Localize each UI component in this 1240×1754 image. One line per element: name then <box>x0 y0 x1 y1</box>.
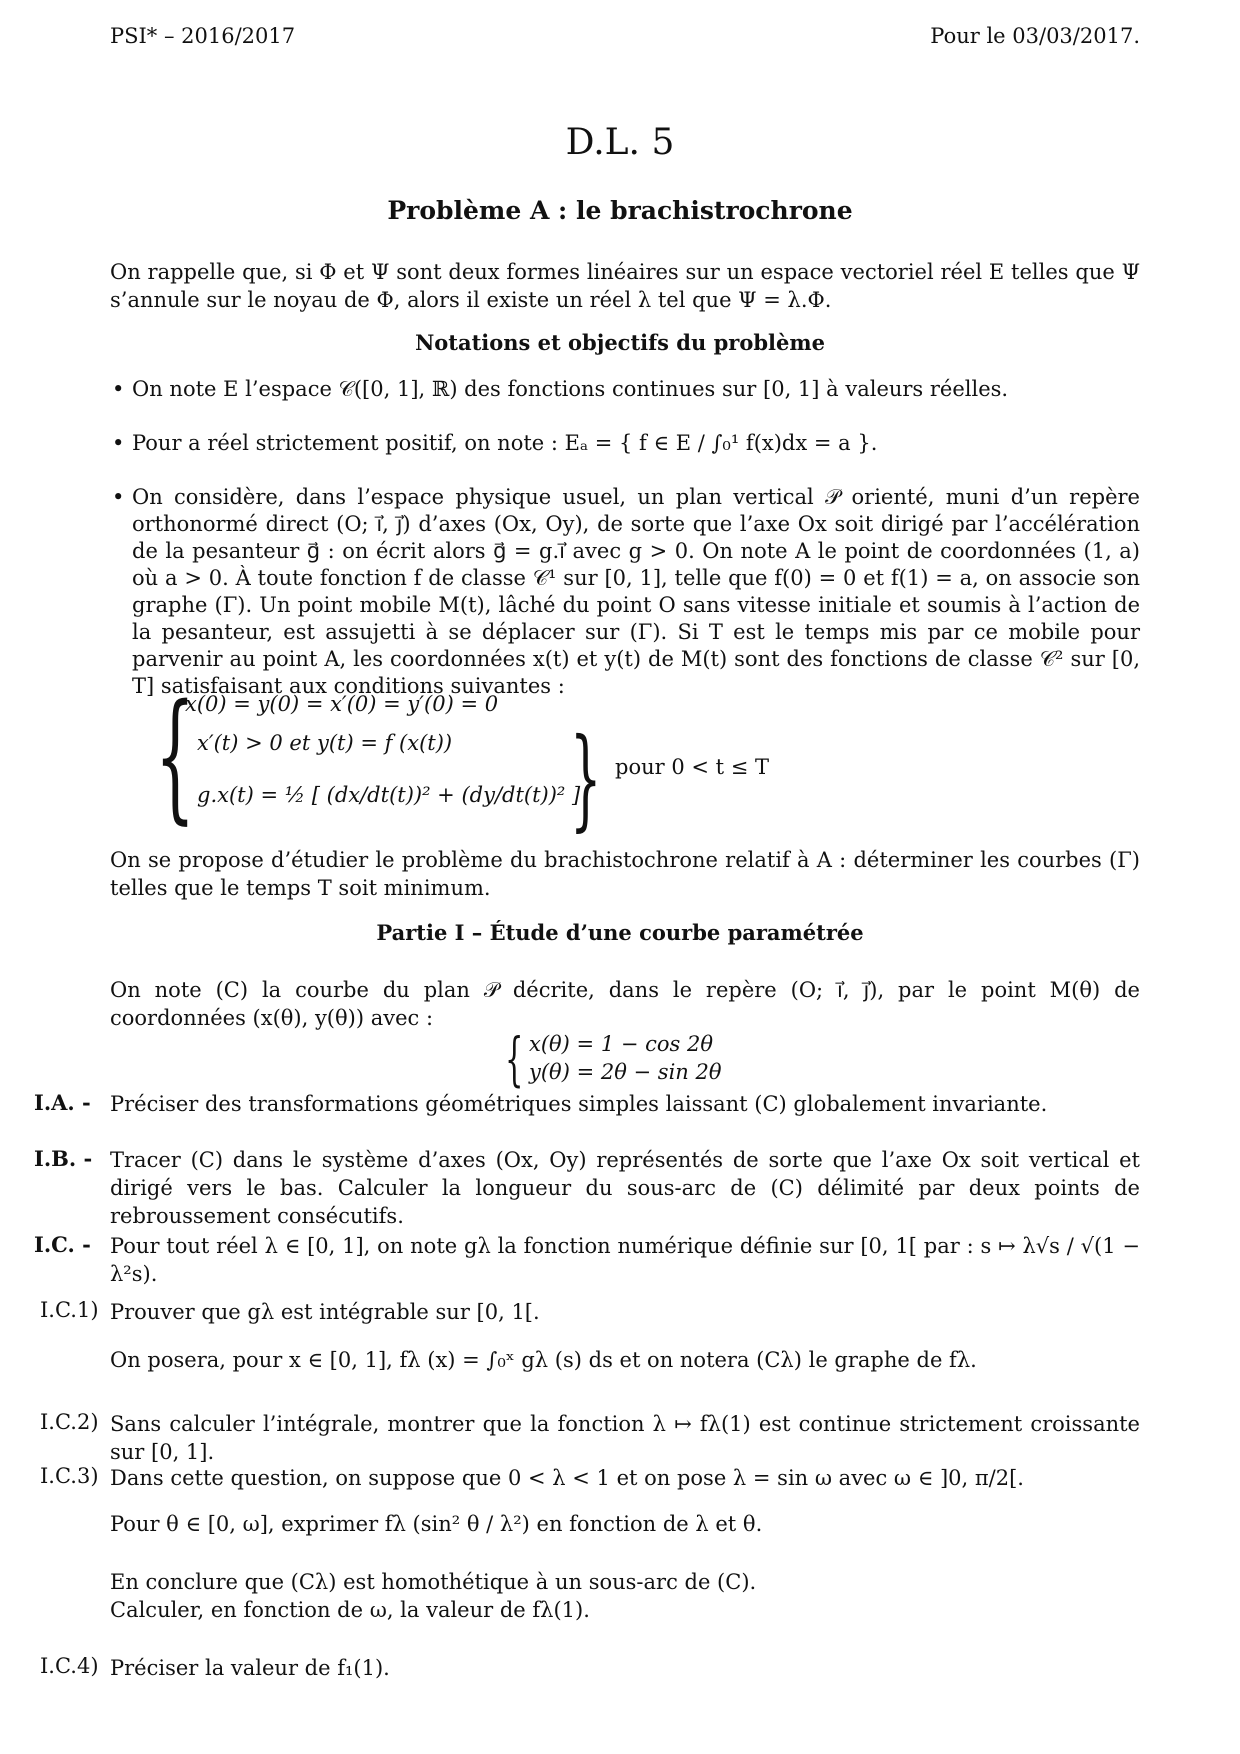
question-text: Tracer (C) dans le système d’axes (Ox, Oy) représentés de sorte que l’axe Ox soit vertical et dirigé vers le bas. Calculer la longueur du sous-arc de (C) délimité par deux points de rebroussement consécutifs. <box>110 1148 1140 1228</box>
system-line-3: g.x(t) = ½ [ (dx/dt(t))² + (dy/dt(t))² ] <box>197 783 581 807</box>
question-tag: I.A. - <box>34 1090 91 1115</box>
subquestion-tag: I.C.4) <box>40 1654 99 1678</box>
subquestion-line: On posera, pour x ∈ [0, 1], fλ (x) = ∫₀ˣ gλ (s) ds et on notera (Cλ) le graphe de fλ. <box>110 1348 977 1372</box>
part1-heading: Partie I – Étude d’une courbe paramétrée <box>376 920 864 945</box>
system-line-1: x(0) = y(0) = x′(0) = y′(0) = 0 <box>185 692 499 716</box>
subquestion-line: Sans calculer l’intégrale, montrer que la fonction λ ↦ fλ(1) est continue strictement croissante sur [0, 1]. <box>110 1412 1140 1464</box>
parametric-equations <box>505 1025 765 1093</box>
header-course: PSI* – 2016/2017 <box>110 24 296 48</box>
subquestion-tag: I.C.2) <box>40 1410 99 1434</box>
subquestion-line: Calculer, en fonction de ω, la valeur de fλ(1). <box>110 1598 590 1622</box>
bullet-item: • Pour a réel strictement positif, on note : Eₐ = { f ∈ E / ∫₀¹ f(x)dx = a }. <box>112 431 878 455</box>
problem-title: Problème A : le brachistrochrone <box>387 196 853 225</box>
question-tag: I.B. - <box>34 1146 93 1171</box>
subquestion-line: Préciser la valeur de f₁(1). <box>110 1656 390 1680</box>
question-text: Préciser des transformations géométriques simples laissant (C) globalement invariante. <box>110 1092 1048 1116</box>
left-brace: { <box>155 675 196 838</box>
right-brace: } <box>570 714 602 842</box>
bullet-text: On considère, dans l’espace physique usuel, un plan vertical 𝒫 orienté, muni d’un repère orthonormé direct (O; i⃗, j⃗) d’axes (Ox, Oy), de sorte que l’axe Ox soit dirigé par l’accélération de la pesanteur g⃗ : on écrit alors g⃗ = g.i⃗ avec g > 0. On note A le point de coordonnées (1, a) où a > 0. À toute fonction f de classe 𝒞¹ sur [0, 1], telle que f(0) = 0 et f(1) = a, on associe son graphe (Γ). Un point mobile M(t), lâché du point O sans vitesse initiale et soumis à l’action de la pesanteur, est assujetti à se déplacer sur (Γ). Si T est le temps mis par ce mobile pour parvenir au point A, les coordonnées x(t) et y(t) de M(t) sont des fonctions de classe 𝒞² sur [0, T] satisfaisant aux conditions suivantes : <box>132 485 1140 698</box>
part1-intro: On note (C) la courbe du plan 𝒫 décrite, dans le repère (O; i⃗, j⃗), par le point M(θ) de coordonnées (x(θ), y(θ)) avec : <box>110 978 1140 1030</box>
subquestion-line: Pour θ ∈ [0, ω], exprimer fλ (sin² θ / λ²) en fonction de λ et θ. <box>110 1512 763 1536</box>
bullet-text: On note E l’espace 𝒞([0, 1], ℝ) des fonctions continues sur [0, 1] à valeurs réelles. <box>132 377 1009 401</box>
bullet-item: • On considère, dans l’espace physique usuel, un plan vertical 𝒫 orienté, muni d’un repère orthonormé direct (O; i⃗, j⃗) d’axes (Ox, Oy), de sorte que l’axe Ox soit dirigé par l’accélération de la pesanteur g⃗ : on écrit alors g⃗ = g.i⃗ avec g > 0. On note A le point de coordonnées (1, a) où a > 0. À toute fonction f de classe 𝒞¹ sur [0, 1], telle que f(0) = 0 et f(1) = a, on associe son graphe (Γ). Un point mobile M(t), lâché du point O sans vitesse initiale et soumis à l’action de la pesanteur, est assujetti à se déplacer sur (Γ). Si T est le temps mis par ce mobile pour parvenir au point A, les coordonnées x(t) et y(t) de M(t) sont des fonctions de classe 𝒞² sur [0, T] satisfaisant aux conditions suivantes : <box>112 485 1140 698</box>
subquestion-line: En conclure que (Cλ) est homothétique à un sous-arc de (C). <box>110 1570 757 1594</box>
subquestion-tag: I.C.1) <box>40 1298 99 1322</box>
equation-system <box>155 675 1055 842</box>
system-line-2: x′(t) > 0 et y(t) = f (x(t)) <box>197 731 453 755</box>
system-condition: pour 0 < t ≤ T <box>615 755 770 779</box>
header-date: Pour le 03/03/2017. <box>930 24 1140 48</box>
objective-paragraph: On se propose d’étudier le problème du brachistochrone relatif à A : déterminer les courbes (Γ) telles que le temps T soit minimum. <box>110 848 1140 900</box>
subquestion-line: Prouver que gλ est intégrable sur [0, 1[. <box>110 1300 540 1324</box>
intro-paragraph: On rappelle que, si Φ et Ψ sont deux formes linéaires sur un espace vectoriel réel E telles que Ψ s’annule sur le noyau de Φ, alors il existe un réel λ tel que Ψ = λ.Φ. <box>110 260 1140 312</box>
subquestion-line: Dans cette question, on suppose que 0 < λ < 1 et on pose λ = sin ω avec ω ∈ ]0, π/2[. <box>110 1466 1024 1490</box>
param-brace: { <box>505 1025 524 1093</box>
bullet-item: • On note E l’espace 𝒞([0, 1], ℝ) des fonctions continues sur [0, 1] à valeurs réelles. <box>112 377 1009 401</box>
param-x: x(θ) = 1 − cos 2θ <box>529 1032 713 1056</box>
question-text: Pour tout réel λ ∈ [0, 1], on note gλ la fonction numérique définie sur [0, 1[ par : s ↦ λ√s / √(1 − λ²s). <box>110 1234 1140 1286</box>
question-tag: I.C. - <box>34 1232 91 1257</box>
notations-heading: Notations et objectifs du problème <box>415 330 825 355</box>
subquestion-tag: I.C.3) <box>40 1464 99 1488</box>
page-title: D.L. 5 <box>565 122 675 163</box>
param-y: y(θ) = 2θ − sin 2θ <box>529 1060 722 1084</box>
bullet-text: Pour a réel strictement positif, on note : Eₐ = { f ∈ E / ∫₀¹ f(x)dx = a }. <box>132 431 878 455</box>
